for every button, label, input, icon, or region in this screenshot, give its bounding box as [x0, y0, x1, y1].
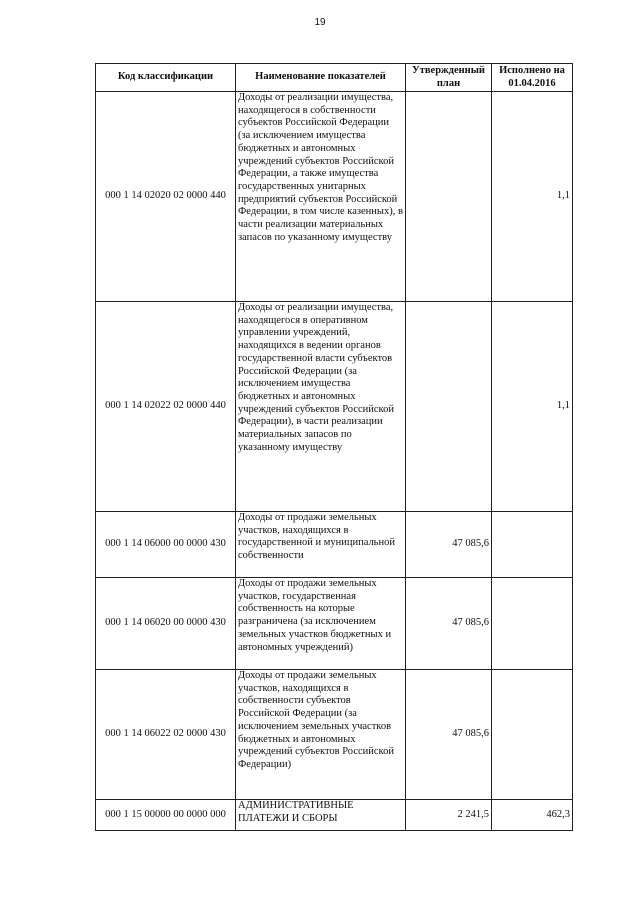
- table-row: [96, 512, 573, 578]
- row-plan: [406, 92, 492, 302]
- header-name: Наименование показателей: [236, 64, 406, 92]
- row-name: Доходы от продажи земельных участков, находящихся в государственной и муниципальной собственности: [236, 512, 406, 578]
- row-done: [492, 512, 573, 578]
- table-row: [96, 800, 573, 831]
- table-row: [96, 578, 573, 670]
- table-row: [96, 92, 573, 302]
- row-code: 000 1 14 06020 00 0000 430: [96, 578, 236, 670]
- row-name: Доходы от продажи земельных участков, находящихся в собственности субъектов Российской Федерации (за исключением земельных участков бюджетных и автономных учреждений субъектов Российской Федерации): [236, 670, 406, 800]
- row-plan: 47 085,6: [406, 512, 492, 578]
- budget-revenue-table: [95, 63, 573, 831]
- row-done: 462,3: [492, 800, 573, 831]
- row-plan: 47 085,6: [406, 578, 492, 670]
- row-plan: [406, 302, 492, 512]
- header-done: Исполнено на 01.04.2016: [492, 64, 573, 92]
- row-code: 000 1 14 02020 02 0000 440: [96, 92, 236, 302]
- table-row: [96, 670, 573, 800]
- row-plan: 47 085,6: [406, 670, 492, 800]
- page-number: 19: [314, 17, 326, 28]
- header-plan: Утвержденный план: [406, 64, 492, 92]
- row-code: 000 1 14 02022 02 0000 440: [96, 302, 236, 512]
- table-row: [96, 302, 573, 512]
- row-code: 000 1 14 06000 00 0000 430: [96, 512, 236, 578]
- row-plan: 2 241,5: [406, 800, 492, 831]
- header-code: Код классификации: [96, 64, 236, 92]
- row-done: [492, 578, 573, 670]
- row-done: 1,1: [492, 302, 573, 512]
- table-header-row: [96, 64, 573, 92]
- row-name: Доходы от реализации имущества, находящегося в собственности субъектов Российской Федерации (за исключением имущества бюджетных и автономных учреждений субъектов Российской Федерации, а также имущества государственных унитарных предприятий субъектов Российской Федерации, в том числе казенных), в части реализации материальных запасов по указанному имуществу: [236, 92, 406, 302]
- row-done: 1,1: [492, 92, 573, 302]
- row-code: 000 1 14 06022 02 0000 430: [96, 670, 236, 800]
- row-code: 000 1 15 00000 00 0000 000: [96, 800, 236, 831]
- row-name: Доходы от реализации имущества, находящегося в оперативном управлении учреждений, находящихся в ведении органов государственной власти субъектов Российской Федерации (за исключением имущества бюджетных и автономных учреждений субъектов Российской Федерации), в части реализации материальных запасов по указанному имуществу: [236, 302, 406, 512]
- row-done: [492, 670, 573, 800]
- row-name: АДМИНИСТРАТИВНЫЕ ПЛАТЕЖИ И СБОРЫ: [236, 800, 406, 831]
- row-name: Доходы от продажи земельных участков, государственная собственность на которые разграничена (за исключением земельных участков бюджетных и автономных учреждений): [236, 578, 406, 670]
